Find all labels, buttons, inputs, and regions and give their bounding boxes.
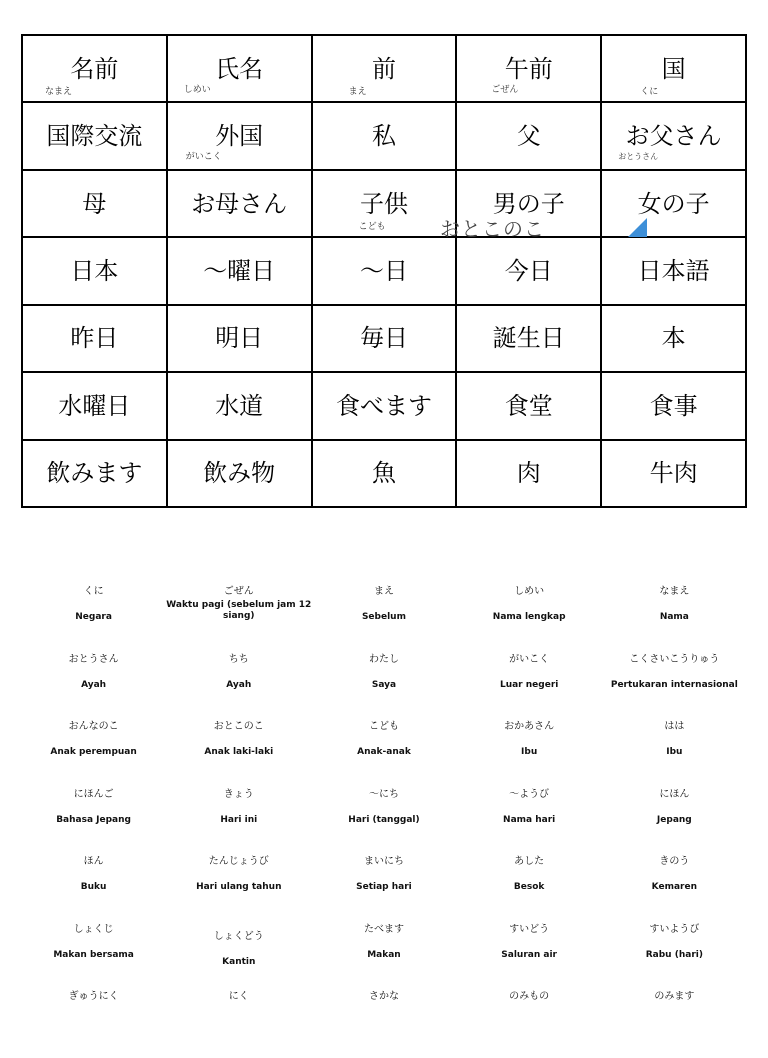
reading-item: [21, 653, 166, 721]
reading-item: [21, 788, 166, 856]
reading-item: [602, 855, 747, 923]
handwritten-reading: くに: [640, 87, 659, 97]
kanji-cell: [601, 372, 746, 439]
kanji-cell: [22, 170, 167, 237]
kanji-word: 日本語: [637, 256, 710, 285]
kana-reading: がいこく: [509, 653, 550, 665]
reading-item: [21, 585, 166, 653]
kanji-cell: [312, 237, 457, 304]
kanji-row: [22, 372, 746, 439]
kanji-cell: [22, 35, 167, 102]
kanji-cell: [167, 305, 312, 372]
kana-reading: にほんご: [73, 788, 114, 800]
kanji-word: 国際交流: [46, 122, 143, 151]
kanji-cell: [456, 237, 601, 304]
handwritten-reading: ごぜん: [491, 85, 519, 95]
kanji-word: 毎日: [359, 324, 408, 353]
kana-reading: おとこのこ: [213, 721, 264, 732]
reading-row: [21, 720, 747, 788]
reading-row: [21, 855, 747, 923]
reading-item: [21, 720, 166, 788]
kanji-cell: [22, 305, 167, 372]
reading-item: [166, 585, 311, 653]
kanji-word: ～日: [359, 256, 408, 285]
meaning-text: Kemaren: [651, 882, 697, 892]
kana-reading: あした: [514, 856, 545, 867]
kanji-cell: [312, 440, 457, 507]
kana-reading: すいどう: [509, 923, 550, 935]
reading-item: [602, 653, 747, 721]
kana-reading: はは: [664, 721, 685, 732]
kanji-word: 飲みます: [46, 459, 143, 488]
reading-item: [602, 788, 747, 856]
kanji-word: 午前: [504, 54, 553, 83]
kanji-row: [22, 440, 746, 507]
reading-item: [457, 653, 602, 721]
kanji-cell: [167, 170, 312, 237]
reading-list: [21, 585, 747, 1058]
kanji-cell: [167, 440, 312, 507]
kanji-row: [22, 35, 746, 102]
reading-item: [21, 923, 166, 991]
handwritten-overlay-reading: おとこのこ: [440, 217, 545, 241]
meaning-text: Makan: [367, 949, 401, 960]
kanji-word: 国: [661, 54, 686, 83]
kana-reading: ぎゅうにく: [68, 991, 119, 1002]
kanji-cell: [312, 102, 457, 169]
kana-reading: ～にち: [368, 788, 399, 800]
kanji-cell: [312, 35, 457, 102]
kana-reading: ちち: [228, 653, 249, 665]
kanji-word: 子供: [359, 189, 408, 218]
reading-item: [457, 585, 602, 653]
meaning-text: Buku: [80, 882, 107, 892]
meaning-text: Nama lengkap: [492, 612, 566, 622]
kana-reading: ～ようび: [509, 788, 550, 800]
kanji-word: 前: [371, 54, 396, 83]
kanji-cell: [456, 305, 601, 372]
kanji-cell: [312, 170, 457, 237]
kanji-word: 外国: [215, 122, 264, 151]
meaning-text: Setiap hari: [356, 882, 412, 892]
kanji-word: 氏名: [215, 54, 264, 83]
reading-item: [311, 788, 456, 856]
kana-reading: きのう: [659, 856, 690, 867]
kanji-word: 飲み物: [203, 459, 276, 488]
kanji-cell: [601, 440, 746, 507]
reading-item: [166, 855, 311, 923]
handwritten-reading: こども: [358, 221, 386, 232]
handwritten-reading: しめい: [183, 85, 211, 95]
meaning-text: Rabu (hari): [645, 949, 703, 960]
kana-reading: すいようび: [649, 923, 700, 935]
kanji-cell: [456, 35, 601, 102]
kanji-word: 魚: [371, 459, 396, 488]
kanji-word: 日本: [70, 256, 119, 285]
kanji-cell: [456, 440, 601, 507]
kanji-word: 私: [371, 122, 396, 151]
handwritten-reading: まえ: [348, 87, 367, 97]
kanji-row: [22, 237, 746, 304]
kanji-cell: [22, 102, 167, 169]
meaning-text: Ibu: [521, 747, 538, 757]
kana-reading: こくさいこうりゅう: [629, 653, 720, 665]
reading-item: [457, 923, 602, 991]
kanji-word: 名前: [70, 54, 119, 83]
kanji-cell: [167, 35, 312, 102]
kanji-word: 水道: [215, 391, 264, 420]
reading-item: [457, 788, 602, 856]
kana-reading: くに: [83, 586, 104, 597]
meaning-text: Sebelum: [361, 612, 406, 622]
kanji-cell: [312, 305, 457, 372]
meaning-text: Luar negeri: [499, 679, 559, 690]
reading-row: [21, 923, 747, 991]
kana-reading: にく: [228, 991, 249, 1002]
reading-item: [166, 653, 311, 721]
meaning-text: Makan bersama: [53, 949, 134, 960]
handwritten-reading: なまえ: [45, 87, 73, 97]
kanji-word: ～曜日: [203, 256, 276, 285]
meaning-text: Hari ulang tahun: [196, 882, 282, 892]
kanji-word: 牛肉: [649, 459, 698, 488]
kana-reading: わたし: [368, 653, 399, 665]
reading-item: [166, 788, 311, 856]
meaning-text: Bahasa Jepang: [56, 814, 131, 825]
meaning-text: Nama hari: [503, 814, 556, 825]
kana-reading: しょくどう: [213, 930, 264, 942]
meaning-text: Besok: [513, 882, 545, 892]
kana-reading: おとうさん: [68, 653, 119, 665]
kana-reading: たべます: [363, 923, 404, 935]
kana-reading: きょう: [223, 788, 254, 800]
kana-reading: まえ: [373, 586, 394, 597]
kanji-cell: [167, 237, 312, 304]
kana-reading: しめい: [514, 586, 545, 597]
kanji-word: 母: [82, 189, 107, 218]
meaning-text: Pertukaran internasional: [610, 679, 738, 690]
kanji-word: お母さん: [191, 189, 288, 218]
kana-reading: のみます: [654, 991, 695, 1002]
kanji-word: 明日: [215, 324, 264, 353]
kanji-cell: [601, 35, 746, 102]
kana-reading: ごぜん: [223, 586, 254, 597]
meaning-text: Jepang: [656, 814, 692, 825]
kanji-cell: [601, 102, 746, 169]
reading-row: [21, 653, 747, 721]
kanji-word: 昨日: [70, 324, 119, 353]
reading-item: [21, 855, 166, 923]
kanji-cell: [601, 170, 746, 237]
kana-reading: しょくじ: [73, 923, 114, 935]
kanji-word: 今日: [504, 256, 553, 285]
kanji-word: 本: [661, 324, 686, 353]
meaning-text: Saluran air: [501, 949, 557, 960]
reading-row: [21, 788, 747, 856]
kanji-cell: [312, 372, 457, 439]
reading-item: [311, 720, 456, 788]
reading-item: [602, 923, 747, 991]
meaning-text: Waktu pagi (sebelum jam 12 siang): [166, 600, 312, 621]
kanji-cell: [22, 237, 167, 304]
kana-reading: たんじょうび: [208, 856, 269, 867]
corner-triangle-mark: [628, 218, 647, 237]
kanji-word: 食堂: [504, 391, 553, 420]
handwritten-reading: おとうさん: [618, 152, 659, 162]
kanji-word: 父: [516, 122, 541, 151]
kana-reading: まいにち: [363, 856, 404, 867]
kana-reading: ほん: [83, 856, 104, 867]
meaning-text: Ayah: [226, 679, 252, 690]
kanji-word: 水曜日: [58, 391, 131, 420]
meaning-text: Negara: [75, 612, 112, 622]
meaning-text: Anak-anak: [357, 747, 411, 757]
kanji-table: [21, 34, 747, 508]
kanji-word: 食べます: [335, 391, 432, 420]
reading-item: [602, 585, 747, 653]
reading-item: [311, 585, 456, 653]
kanji-word: お父さん: [625, 122, 722, 151]
reading-item: [311, 653, 456, 721]
meaning-text: Anak perempuan: [50, 747, 137, 757]
meaning-text: Kantin: [222, 956, 256, 967]
kanji-row: [22, 305, 746, 372]
kanji-word: 誕生日: [492, 324, 565, 353]
kanji-cell: [456, 102, 601, 169]
kanji-cell: [456, 372, 601, 439]
meaning-text: Anak laki-laki: [204, 747, 274, 757]
kanji-cell: [167, 372, 312, 439]
kana-reading: なまえ: [659, 586, 690, 597]
reading-item: [602, 720, 747, 788]
reading-item: [311, 923, 456, 991]
meaning-text: Hari ini: [220, 814, 258, 825]
kanji-cell: [167, 102, 312, 169]
kanji-word: 女の子: [637, 189, 710, 218]
meaning-text: Ayah: [81, 679, 107, 690]
kana-reading: のみもの: [509, 991, 550, 1002]
kana-reading: こども: [368, 721, 399, 732]
reading-row: [21, 585, 747, 653]
kana-reading: おんなのこ: [68, 721, 119, 732]
kanji-cell: [22, 440, 167, 507]
reading-item: [166, 720, 311, 788]
reading-item: [457, 720, 602, 788]
reading-item: [166, 923, 311, 991]
reading-item: [311, 855, 456, 923]
kanji-cell: [601, 237, 746, 304]
kanji-row: [22, 102, 746, 169]
kana-reading: おかあさん: [504, 721, 555, 732]
kanji-cell: [22, 372, 167, 439]
meaning-text: Nama: [659, 612, 689, 622]
meaning-text: Ibu: [666, 747, 683, 757]
kanji-word: 男の子: [492, 189, 565, 218]
meaning-text: Hari (tanggal): [348, 814, 420, 825]
meaning-text: Saya: [371, 679, 397, 690]
kana-reading: さかな: [368, 991, 399, 1002]
handwritten-reading: がいこく: [185, 152, 222, 163]
kana-reading: にほん: [659, 788, 690, 800]
kanji-word: 食事: [649, 391, 698, 420]
kanji-word: 肉: [516, 459, 541, 488]
reading-item: [457, 855, 602, 923]
kanji-cell: [601, 305, 746, 372]
